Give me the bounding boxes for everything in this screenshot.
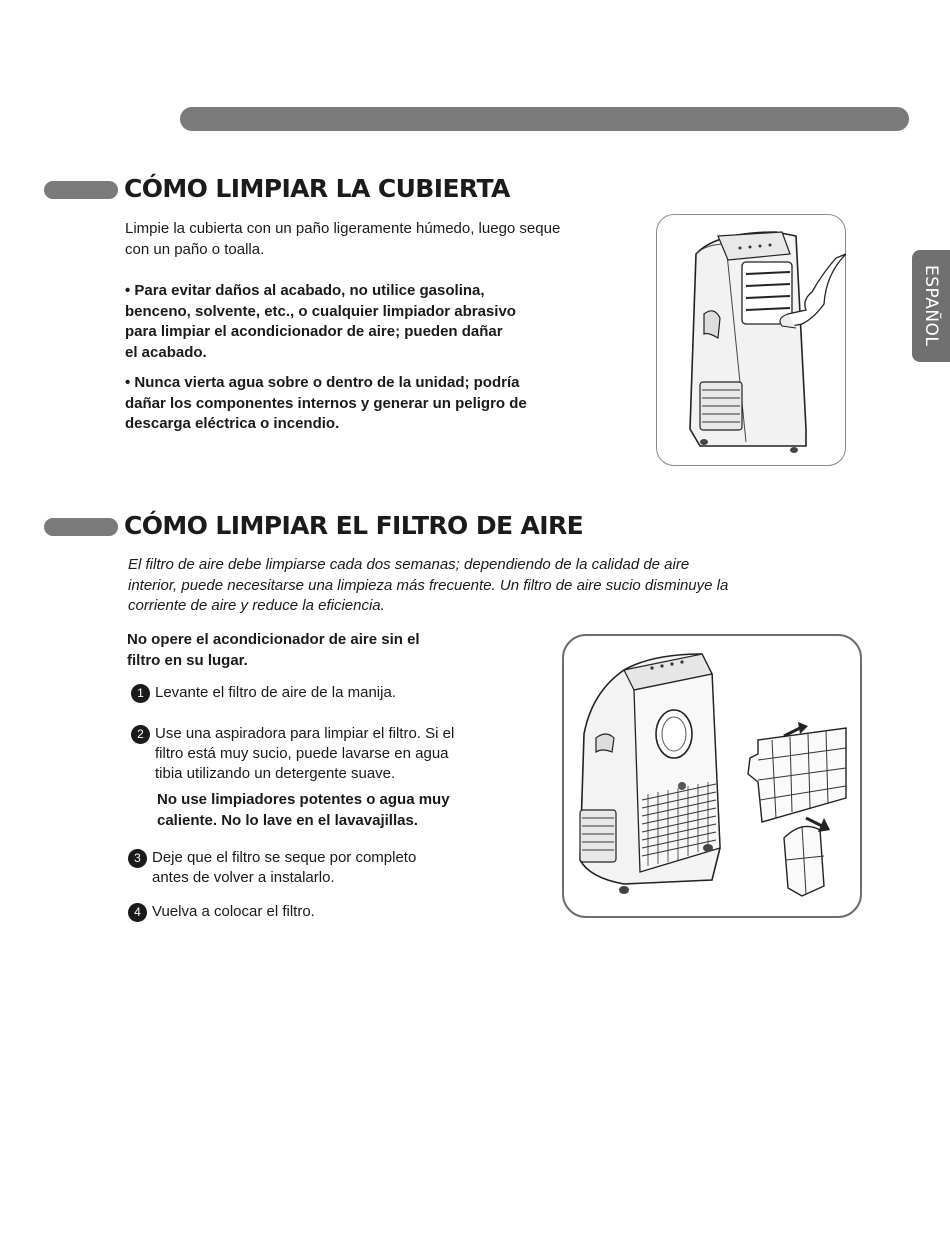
- step-line: Vuelva a colocar el filtro.: [152, 903, 315, 920]
- intro-line: con un paño o toalla.: [125, 240, 265, 258]
- notice-line: No opere el acondicionador de aire sin el: [127, 631, 420, 648]
- step-text: [152, 902, 315, 922]
- warning-line: • Nunca vierta agua sobre o dentro de la unidad; podría: [125, 374, 520, 391]
- step-4: [128, 902, 315, 922]
- notice-line: filtro en su lugar.: [127, 651, 248, 669]
- step-text: [155, 724, 454, 784]
- step-line: tibia utilizando un detergente suave.: [155, 765, 396, 782]
- step-number-badge: 2: [131, 725, 150, 744]
- section2-intro: [128, 555, 728, 617]
- step-2: [131, 724, 454, 784]
- step-1: [131, 683, 396, 703]
- step-number-badge: 1: [131, 684, 150, 703]
- warning-line: el acabado.: [125, 343, 207, 361]
- step2-caution-note: [157, 790, 450, 831]
- warning-line: descarga eléctrica o incendio.: [125, 415, 340, 432]
- intro-line: interior, puede necesitarse una limpieza más frecuente. Un filtro de aire sucio disminuye la: [128, 576, 729, 594]
- warning-line: benceno, solvente, etc., o cualquier limpiador abrasivo: [125, 302, 516, 320]
- step-3: [128, 848, 416, 888]
- intro-line: corriente de aire y reduce la eficiencia.: [128, 597, 385, 614]
- warning-line: dañar los componentes internos y generar un peligro de: [125, 394, 527, 412]
- section-title-filtro: CÓMO LIMPIAR EL FILTRO DE AIRE: [124, 511, 584, 540]
- section2-notice: [127, 630, 420, 671]
- section-title-cubierta: CÓMO LIMPIAR LA CUBIERTA: [124, 174, 510, 203]
- intro-line: Limpie la cubierta con un paño ligeramente húmedo, luego seque: [125, 220, 561, 237]
- language-tab-label: ESPAÑOL: [921, 265, 941, 347]
- step-line: Levante el filtro de aire de la manija.: [155, 684, 396, 701]
- intro-line: El filtro de aire debe limpiarse cada dos semanas; dependiendo de la calidad de aire: [128, 556, 690, 573]
- section-marker-2: [44, 518, 118, 536]
- warning-line: para limpiar el acondicionador de aire; pueden dañar: [125, 323, 503, 340]
- step-line: Use una aspiradora para limpiar el filtro. Si el: [155, 725, 455, 742]
- step-number-badge: 4: [128, 903, 147, 922]
- step-line: antes de volver a instalarlo.: [152, 869, 335, 886]
- step-text: [152, 848, 416, 888]
- note-line: No use limpiadores potentes o agua muy: [157, 791, 450, 808]
- section-marker-1: [44, 181, 118, 199]
- step-line: Deje que el filtro se seque por completo: [152, 849, 417, 866]
- section1-warning-water: [125, 373, 527, 435]
- language-tab: [912, 250, 950, 362]
- section1-intro: [125, 219, 560, 260]
- section1-warning-finish: [125, 281, 516, 363]
- warning-line: • Para evitar daños al acabado, no utilice gasolina,: [125, 282, 485, 299]
- ac-unit-wiping-illustration: [656, 214, 846, 466]
- header-bar: [180, 107, 909, 131]
- note-line: caliente. No lo lave en el lavavajillas.: [157, 811, 418, 829]
- filter-removal-illustration: [562, 634, 862, 918]
- step-text: [155, 683, 396, 703]
- step-number-badge: 3: [128, 849, 147, 868]
- step-line: filtro está muy sucio, puede lavarse en agua: [155, 745, 449, 762]
